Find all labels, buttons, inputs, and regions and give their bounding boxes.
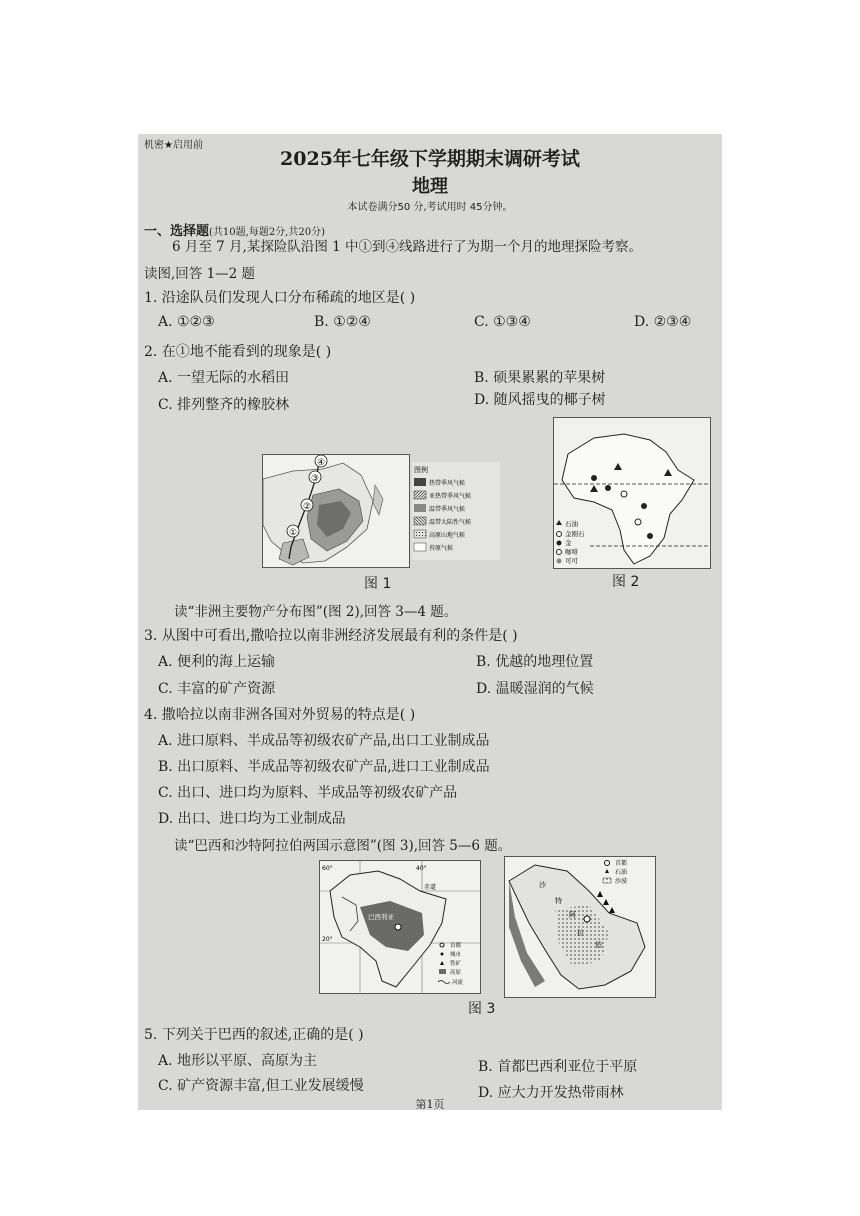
figure-1-legend-title: 图例 — [414, 466, 428, 474]
question-2-option-d: D. 随风摇曳的椰子树 — [474, 392, 606, 408]
figure-3-saudi-graphic — [505, 857, 655, 997]
figure-3-saudi-map — [504, 856, 656, 998]
figure-3-brazil-legend-5: 河流 — [452, 980, 464, 986]
figure-3-saudi-legend-1: 首都 — [615, 860, 628, 867]
question-2-option-b: B. 硕果累累的苹果树 — [474, 370, 606, 386]
page-number: 第1页 — [415, 1098, 445, 1110]
figure-1-caption: 图 1 — [364, 576, 392, 592]
route-marker-1: ① — [289, 528, 298, 538]
figure-1-legend-item-3: 温带季风气候 — [429, 506, 466, 513]
exam-info: 本试卷满分50 分,考试用时 45分钟。 — [347, 202, 513, 213]
exam-title: 2025年七年级下学期期末调研考试 — [280, 148, 580, 170]
route-marker-2: ② — [303, 502, 312, 512]
intro-paragraph-1: 6 月至 7 月,某探险队沿图 1 中①到④线路进行了为期一个月的地理探险考察。 — [172, 239, 643, 255]
question-3-option-d: D. 温暖湿润的气候 — [476, 681, 594, 697]
question-1-stem: 1. 沿途队员们发现人口分布稀疏的地区是( ) — [144, 290, 416, 306]
figure-3-brazil-legend-2: 城市 — [450, 952, 462, 958]
section-title: 一、选择题 — [144, 224, 210, 239]
question-5-option-b: B. 首都巴西利亚位于平原 — [478, 1059, 638, 1075]
question-4-stem: 4. 撒哈拉以南非洲各国对外贸易的特点是( ) — [144, 707, 416, 723]
figure-3-saudi-legend-2: 石油 — [615, 869, 628, 876]
figure-2-caption: 图 2 — [612, 574, 640, 590]
figure-3-brazil-graphic — [320, 861, 480, 993]
figure-1-legend-item-1: 热带季风气候 — [429, 480, 466, 487]
figure-3-brazil-legend-3: 铁矿 — [450, 961, 462, 967]
figure-1-legend-graphic — [412, 462, 500, 560]
figure-3-label-60: 60° — [322, 865, 333, 872]
question-5-option-d: D. 应大力开发热带雨林 — [478, 1085, 624, 1101]
question-3-option-b: B. 优越的地理位置 — [476, 654, 594, 670]
figure-3-brazil-map — [319, 860, 481, 994]
exam-subject: 地理 — [412, 176, 448, 197]
question-5-option-c: C. 矿产资源丰富,但工业发展缓慢 — [158, 1078, 364, 1094]
figure-1-legend-item-4: 温带大陆性气候 — [429, 519, 472, 526]
figure-1-map — [262, 454, 410, 568]
question-3-option-c: C. 丰富的矿产资源 — [158, 681, 276, 697]
question-4-option-b: B. 出口原料、半成品等初级农矿产品,进口工业制成品 — [158, 759, 490, 775]
figure-2-legend-item-1: 石油 — [565, 520, 578, 528]
route-marker-4: ④ — [317, 458, 326, 468]
figure-3-caption: 图 3 — [468, 1001, 496, 1017]
route-marker-3: ③ — [311, 474, 320, 484]
question-5-option-a: A. 地形以平原、高原为主 — [158, 1053, 318, 1069]
figure-2-legend-item-2: 金刚石 — [565, 530, 585, 538]
question-2-option-a: A. 一望无际的水稻田 — [158, 370, 290, 386]
figure-2-legend-item-4: 咖啡 — [565, 548, 578, 556]
question-1-option-a: A. ①②③ — [158, 314, 215, 330]
section-note: (共10题,每题2分,共20分) — [209, 227, 325, 238]
figure-1-legend-item-6: 苔原气候 — [429, 545, 454, 552]
question-1-option-d: D. ②③④ — [634, 314, 692, 330]
question-4-option-c: C. 出口、进口均为原料、半成品等初级农矿产品 — [158, 785, 458, 801]
figure-1-legend-item-2: 亚热带季风气候 — [429, 493, 472, 500]
question-3-option-a: A. 便利的海上运输 — [158, 654, 276, 670]
question-3-stem: 3. 从图中可看出,撒哈拉以南非洲经济发展最有利的条件是( ) — [144, 628, 518, 644]
figure-3-label-20: 20° — [322, 936, 333, 943]
figure-1-legend-item-5: 高原山地气候 — [429, 532, 466, 539]
figure-2-map-graphic — [554, 418, 710, 568]
question-5-stem: 5. 下列关于巴西的叙述,正确的是( ) — [144, 1027, 364, 1043]
intro-instruction-1: 读图,回答 1—2 题 — [144, 266, 256, 282]
figure-3-saudi-char-3: 阿 — [569, 911, 576, 919]
exam-page — [138, 134, 722, 1110]
figure-3-label-40: 40° — [416, 865, 427, 872]
figure-3-brazil-legend-1: 首都 — [450, 943, 462, 949]
confidential-mark: 机密★启用前 — [144, 140, 203, 151]
intro-paragraph-2: 读“非洲主要物产分布图”(图 2),回答 3—4 题。 — [174, 604, 458, 620]
figure-3-label-brasilia: 巴西利亚 — [368, 913, 394, 921]
figure-2-map — [553, 417, 711, 569]
figure-3-saudi-char-4: 拉 — [577, 929, 584, 937]
figure-3-saudi-char-1: 沙 — [539, 881, 546, 889]
question-2-stem: 2. 在①地不能看到的现象是( ) — [144, 344, 332, 360]
question-1-option-c: C. ①③④ — [474, 314, 531, 330]
question-2-option-c: C. 排列整齐的橡胶林 — [158, 397, 290, 413]
figure-3-label-equator: 赤道 — [424, 884, 437, 891]
figure-3-saudi-char-2: 特 — [555, 897, 562, 905]
question-1-option-b: B. ①②④ — [314, 314, 371, 330]
figure-2-legend-item-5: 可可 — [565, 557, 578, 565]
figure-2-legend-item-3: 金 — [565, 539, 572, 547]
figure-1-legend — [412, 462, 500, 560]
figure-3-saudi-legend-3: 沙漠 — [615, 878, 628, 885]
figure-1-map-graphic — [263, 455, 409, 567]
figure-3-saudi-char-5: 伯 — [595, 941, 602, 949]
question-4-option-d: D. 出口、进口均为工业制成品 — [158, 811, 346, 827]
question-4-option-a: A. 进口原料、半成品等初级农矿产品,出口工业制成品 — [158, 733, 490, 749]
intro-paragraph-3: 读“巴西和沙特阿拉伯两国示意图”(图 3),回答 5—6 题。 — [174, 838, 512, 854]
figure-3-brazil-legend-4: 高原 — [450, 970, 462, 976]
